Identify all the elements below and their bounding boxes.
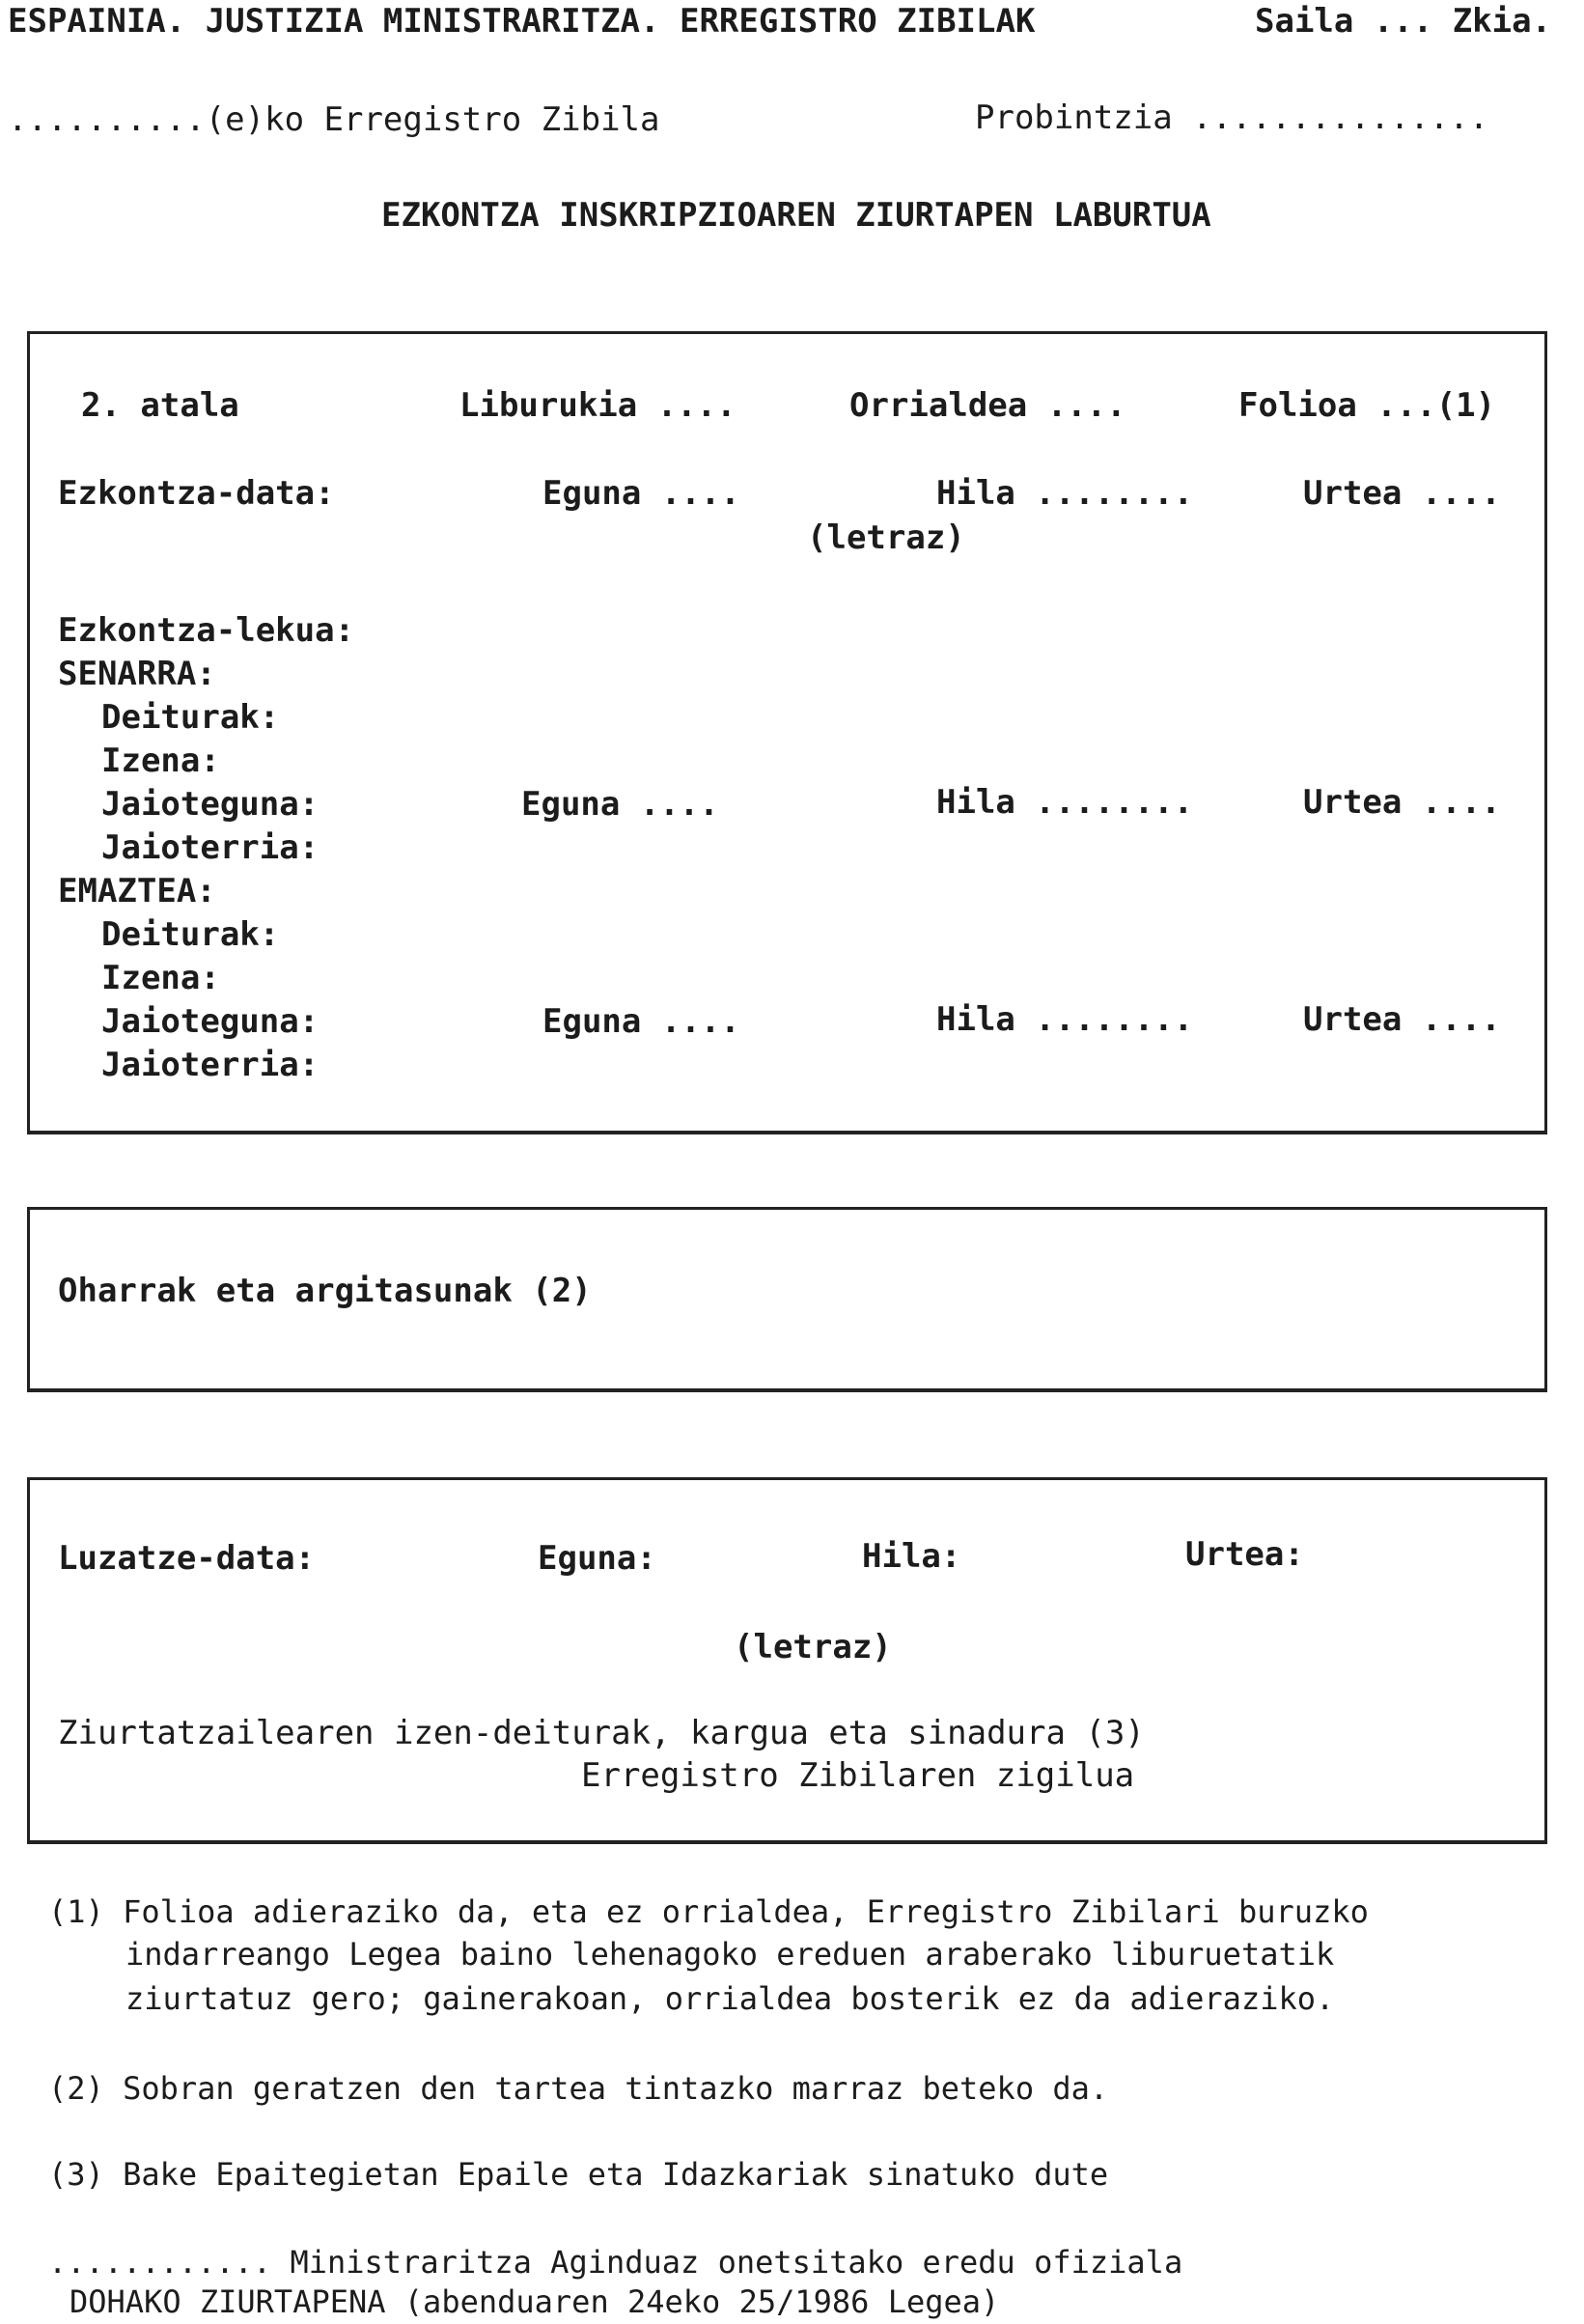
footnote-3: (3) Bake Epaitegietan Epaile eta Idazkariak sinatuko dute (48, 2156, 1109, 2193)
marriage-year-label: Urtea .... (1303, 474, 1501, 513)
footnote-1-line-3: ziurtatuz gero; gainerakoan, orrialdea bosterik ez da adieraziko. (125, 1980, 1335, 2017)
footnote-1-line-1: (1) Folioa adieraziko da, eta ez orrialdea, Erregistro Zibilari buruzko (48, 1893, 1369, 1930)
official-model-note: ............ Ministraritza Aginduaz onetsitako eredu ofiziala (48, 2244, 1183, 2281)
issue-date-label: Luzatze-data: (58, 1539, 316, 1578)
province-label: Probintzia ............... (975, 98, 1489, 137)
issue-year-label: Urtea: (1185, 1535, 1304, 1574)
husband-birth-year: Urtea .... (1303, 783, 1501, 822)
wife-birthplace-label: Jaioterria: (101, 1046, 320, 1084)
folio-label: Folioa ...(1) (1238, 386, 1496, 425)
husband-birthdate-label: Jaioteguna: (101, 785, 320, 824)
issue-in-letters: (letraz) (734, 1628, 892, 1666)
husband-surnames-label: Deiturak: (101, 698, 280, 737)
page-label: Orrialdea .... (849, 386, 1126, 425)
footnote-2: (2) Sobran geratzen den tartea tintazko marraz beteko da. (48, 2070, 1109, 2107)
registry-label: ..........(e)ko Erregistro Zibila (8, 100, 660, 139)
wife-heading: EMAZTEA: (58, 872, 216, 910)
wife-birth-month: Hila ........ (936, 1000, 1194, 1039)
marriage-date-label: Ezkontza-data: (58, 474, 335, 513)
section-number-label: Saila ... Zkia. (1255, 2, 1552, 41)
marriage-day-label: Eguna .... (542, 474, 740, 513)
footnote-1-line-2: indarreango Legea baino lehenagoko ereduen araberako liburuetatik (125, 1936, 1335, 1973)
wife-birthdate-label: Jaioteguna: (101, 1002, 320, 1041)
document-title: EZKONTZA INSKRIPZIOAREN ZIURTAPEN LABURTUA (381, 196, 1211, 235)
marriage-month-label: Hila ........ (936, 474, 1194, 513)
husband-name-label: Izena: (101, 742, 220, 780)
atala-label: 2. atala (81, 386, 239, 425)
seal-label: Erregistro Zibilaren zigilua (581, 1756, 1135, 1795)
ministry-heading: ESPAINIA. JUSTIZIA MINISTRARITZA. ERREGISTRO ZIBILAK (8, 2, 1036, 41)
wife-birth-day: Eguna .... (542, 1002, 740, 1041)
wife-surnames-label: Deiturak: (101, 915, 280, 954)
volume-label: Liburukia .... (459, 386, 736, 425)
wife-birth-year: Urtea .... (1303, 1000, 1501, 1039)
certifier-label: Ziurtatzailearen izen-deiturak, kargua eta sinadura (3) (58, 1714, 1145, 1752)
husband-birthplace-label: Jaioterria: (101, 828, 320, 867)
husband-birth-day: Eguna .... (521, 785, 719, 824)
husband-heading: SENARRA: (58, 655, 216, 693)
notes-label: Oharrak eta argitasunak (2) (58, 1272, 592, 1310)
marriage-in-letters: (letraz) (807, 518, 965, 557)
issue-month-label: Hila: (862, 1537, 961, 1576)
free-certificate-note: DOHAKO ZIURTAPENA (abenduaren 24eko 25/1986 Legea) (69, 2283, 1000, 2320)
issue-day-label: Eguna: (538, 1539, 656, 1578)
husband-birth-month: Hila ........ (936, 783, 1194, 822)
marriage-place-label: Ezkontza-lekua: (58, 611, 355, 650)
wife-name-label: Izena: (101, 959, 220, 997)
